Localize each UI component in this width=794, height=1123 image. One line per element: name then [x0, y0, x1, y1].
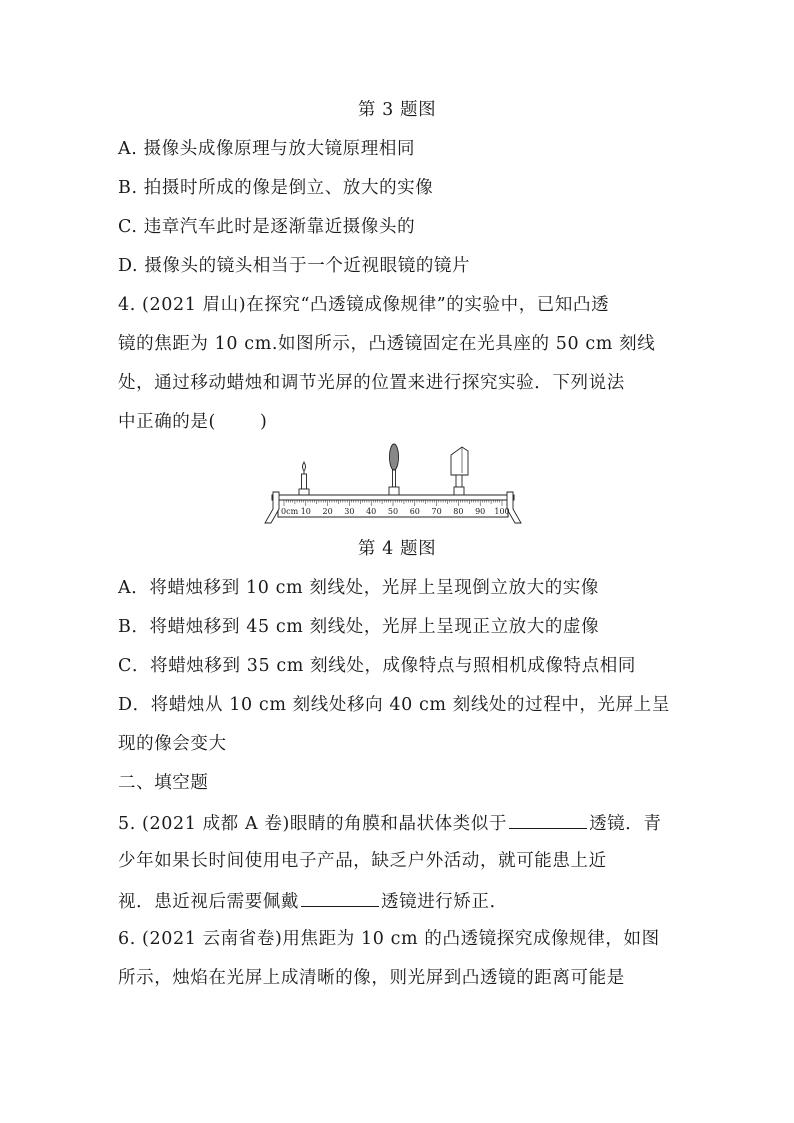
q3-option-c: C. 违章汽车此时是逐渐靠近摄像头的	[118, 217, 416, 237]
q3-option-d: D. 摄像头的镜头相当于一个近视眼镜的镜片	[118, 256, 471, 276]
q4-option-c: C．将蜡烛移到 35 cm 刻线处，成像特点与照相机成像特点相同	[118, 656, 636, 676]
ruler-label: 20	[322, 507, 333, 516]
q4-option-d-line-1: D．将蜡烛从 10 cm 刻线处移向 40 cm 刻线处的过程中，光屏上呈	[118, 695, 670, 715]
figure-4-caption: 第 4 题图	[357, 539, 437, 559]
ruler-label: 0cm	[281, 507, 299, 516]
q4-option-b: B．将蜡烛移到 45 cm 刻线处，光屏上呈现正立放大的虚像	[118, 617, 600, 637]
q5-line-3	[118, 888, 508, 914]
q5-line-1	[118, 810, 661, 836]
ruler-label: 70	[431, 507, 442, 516]
fill-blank-2	[301, 888, 379, 907]
q3-option-b: B. 拍摄时所成的像是倒立、放大的实像	[118, 178, 434, 198]
optical-bench-figure	[264, 443, 522, 527]
light-screen	[451, 447, 468, 495]
ruler-label: 100	[494, 507, 510, 516]
q6-line-2: 所示，烛焰在光屏上成清晰的像，则光屏到凸透镜的距离可能是	[118, 968, 625, 988]
q5-text: 5. (2021 成都 A 卷)眼睛的角膜和晶状体类似于	[118, 814, 508, 834]
q3-option-a: A. 摄像头成像原理与放大镜原理相同	[118, 139, 416, 159]
ruler-label: 10	[300, 507, 311, 516]
q4-stem-line-4	[118, 410, 267, 434]
q5-text-after: 透镜进行矫正．	[381, 892, 508, 912]
q4-stem-line-3: 处，通过移动蜡烛和调节光屏的位置来进行探究实验．下列说法	[118, 373, 625, 393]
q4-stem-line-1: 4. (2021 眉山)在探究“凸透镜成像规律”的实验中，已知凸透	[118, 295, 610, 315]
convex-lens	[389, 444, 399, 495]
ruler-label: 50	[387, 507, 399, 516]
q6-line-1: 6. (2021 云南省卷)用焦距为 10 cm 的凸透镜探究成像规律，如图	[118, 929, 660, 949]
ruler-label: 40	[366, 507, 377, 516]
q4-option-d-line-2: 现的像会变大	[118, 734, 227, 754]
ruler-label: 30	[344, 507, 355, 516]
ruler-label: 80	[453, 507, 464, 516]
ruler-label: 60	[409, 507, 420, 516]
q5-line-2: 少年如果长时间使用电子产品，缺乏户外活动，就可能患上近	[118, 851, 607, 871]
ruler-label: 90	[475, 507, 486, 516]
figure-3-caption: 第 3 题图	[357, 100, 437, 120]
fill-blank-1	[509, 810, 587, 829]
q4-close-paren: )	[259, 412, 268, 432]
q4-option-a: A．将蜡烛移到 10 cm 刻线处，光屏上呈现倒立放大的实像	[118, 578, 599, 598]
q4-stem-text: 中正确的是(	[118, 412, 216, 432]
candle	[299, 462, 309, 495]
q5-text-after: 透镜．青	[589, 814, 662, 834]
q5-text: 视．患近视后需要佩戴	[118, 892, 299, 912]
section-heading: 二、填空题	[118, 773, 209, 793]
q4-stem-line-2: 镜的焦距为 10 cm.如图所示，凸透镜固定在光具座的 50 cm 刻线	[118, 334, 656, 354]
